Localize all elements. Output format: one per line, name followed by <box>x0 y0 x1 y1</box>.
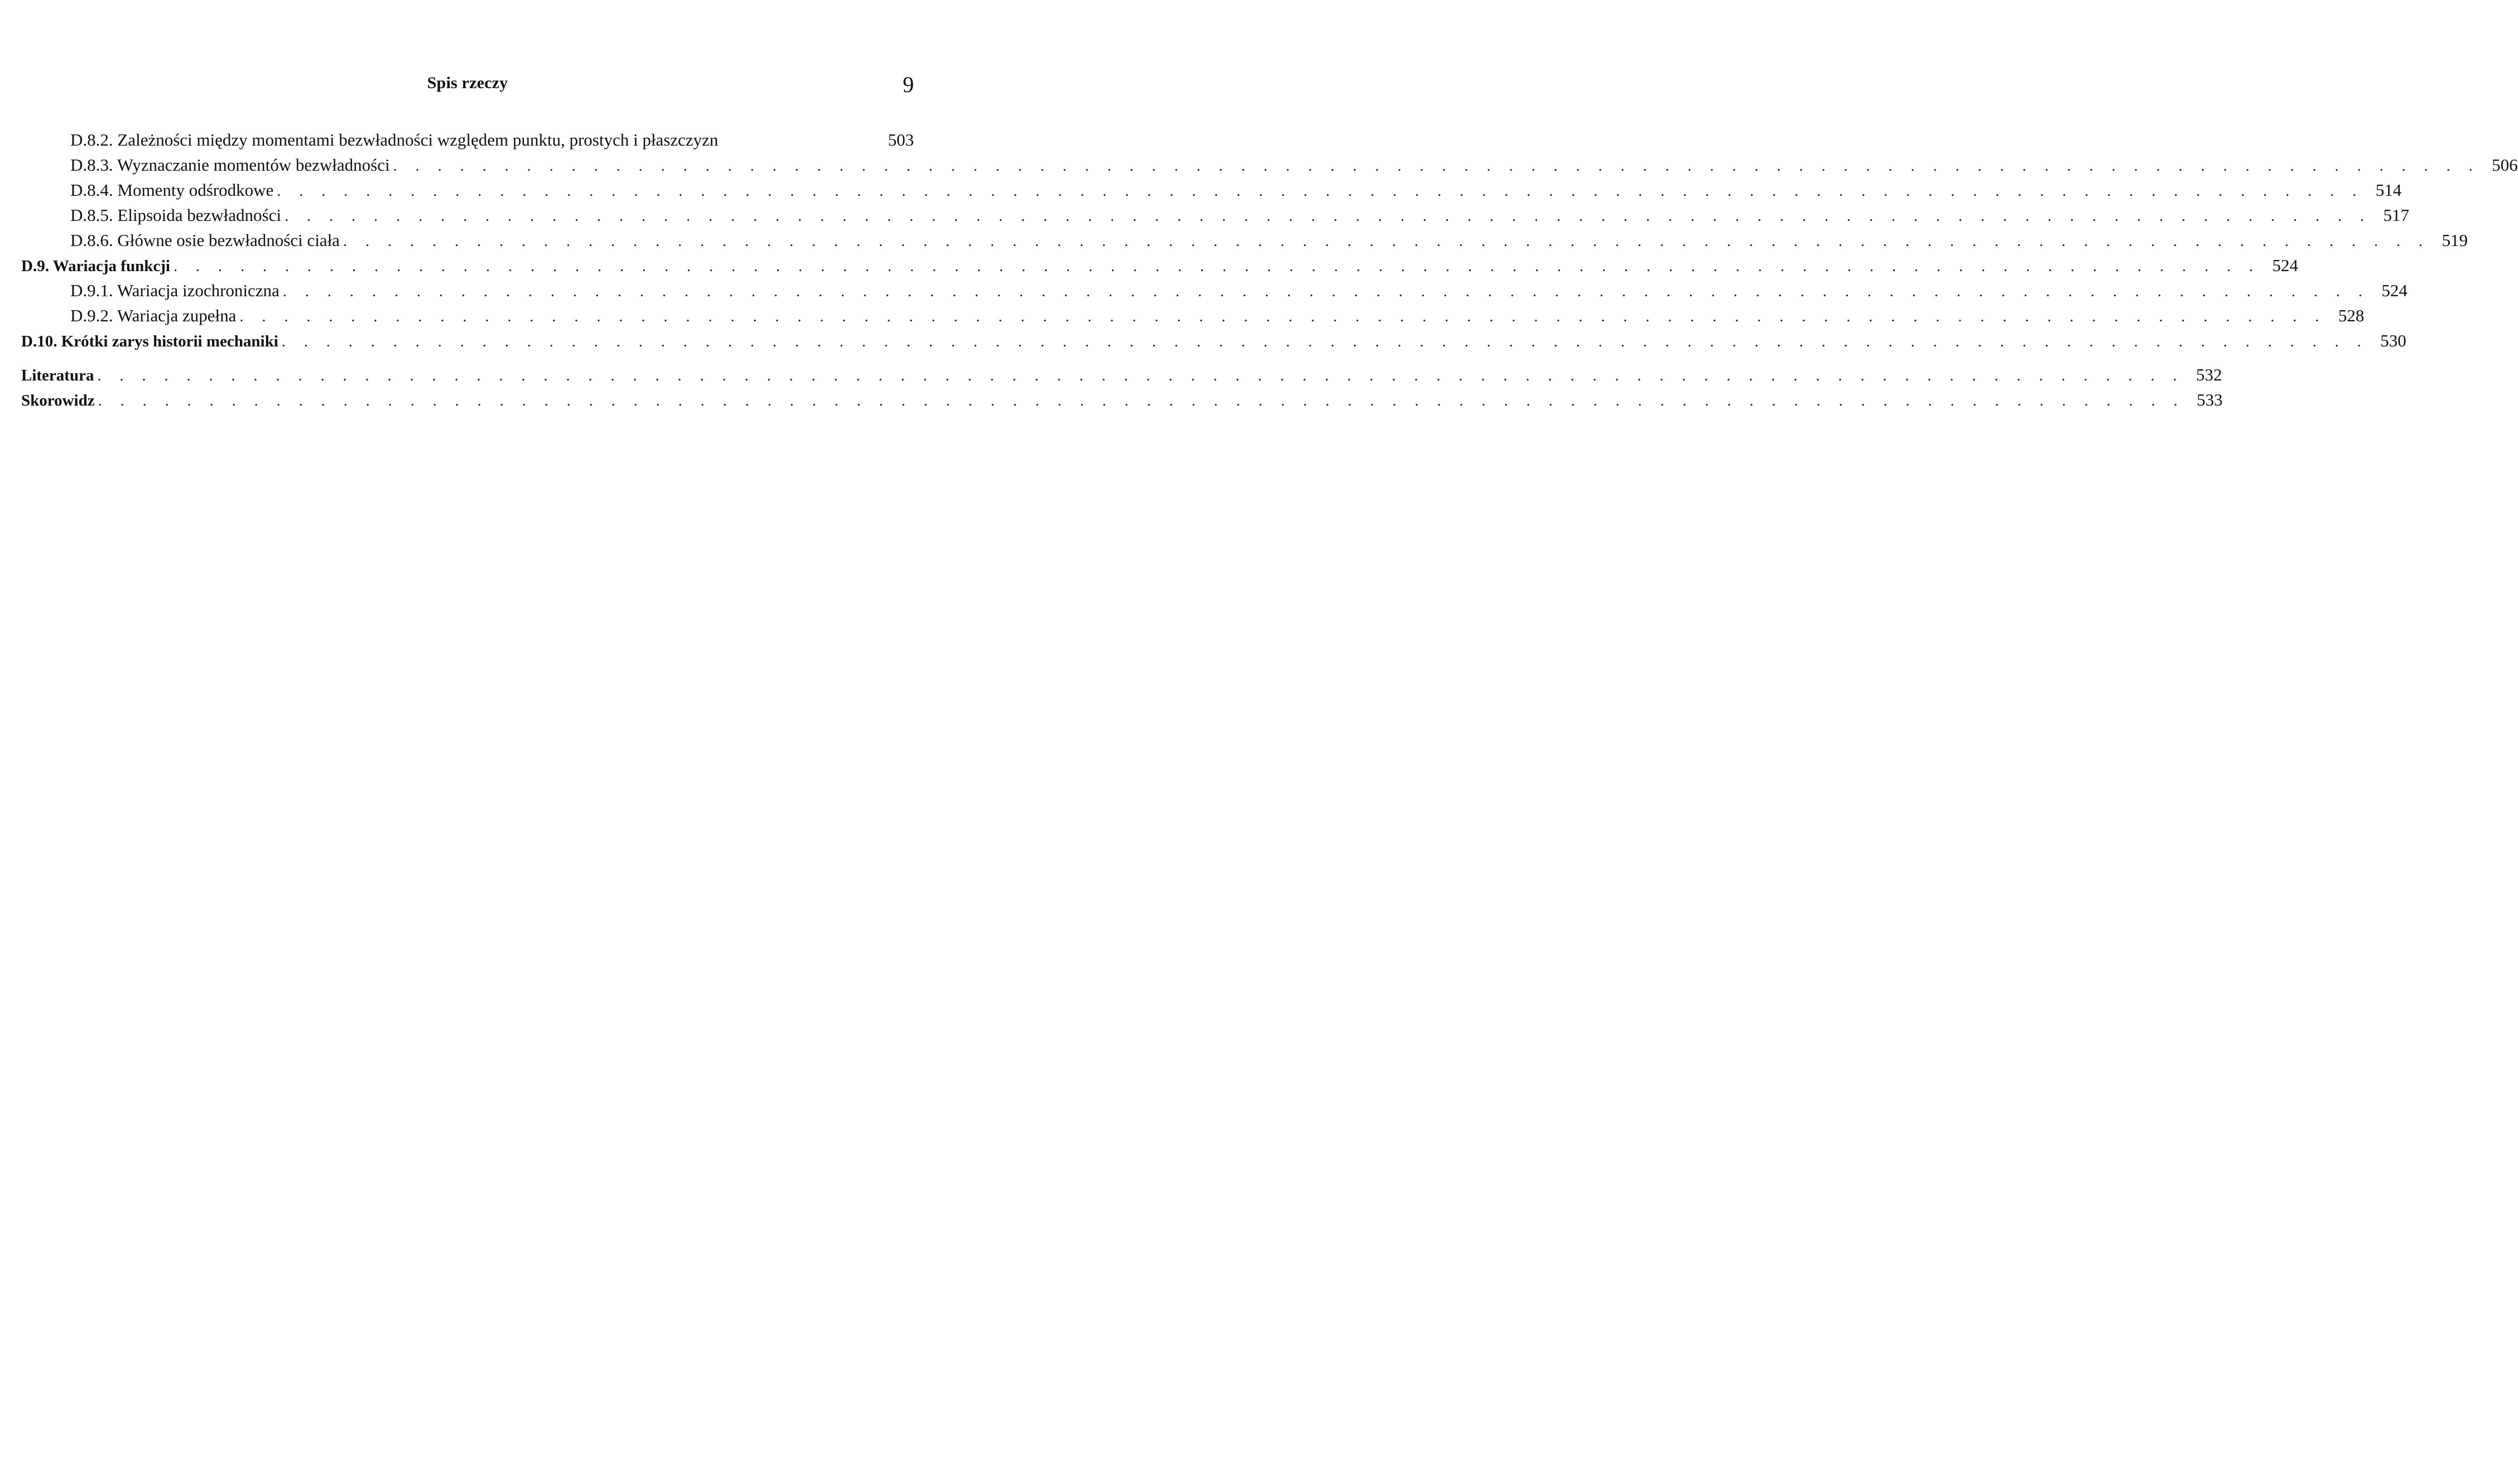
toc-entry-d-9 <box>21 253 2298 278</box>
toc-entry-number: D.10. <box>21 333 57 350</box>
toc-entry-d-9-2 <box>21 303 2365 328</box>
toc-entry-text: Wariacja izochroniczna <box>117 281 280 300</box>
toc-entry-d-8-5 <box>21 203 2409 228</box>
toc-entry-number: D.8.3. <box>70 155 113 175</box>
toc-entry-page: 532 <box>2196 365 2222 384</box>
running-header-title: Spis rzeczy <box>427 74 508 92</box>
toc-entry-page: 524 <box>2381 281 2408 300</box>
toc-entry-page: 533 <box>2197 390 2223 409</box>
toc-entry-number: D.9.1. <box>70 281 113 300</box>
toc-entry-number: D.8.5. <box>70 205 113 225</box>
toc-entry-d-10 <box>21 328 2406 353</box>
toc-entry-text: Wariacja zupełna <box>117 306 237 325</box>
toc-entry-d-8-3 <box>21 152 2518 177</box>
toc-leader-dots: . . . . . . . . . . . . . . . . . . . . . . . . . . . . . . . . . . . . . . . . . . . . . . . . . . . . . . . . . . . . . . . . . . . . . . . . . . . . . . . . . . . . . . . . . . . . . . <box>343 233 2430 250</box>
toc-entry-skorowidz <box>21 387 2223 412</box>
toc-entry-page: 503 <box>888 130 914 150</box>
toc-entry-page: 530 <box>2380 331 2406 350</box>
toc-leader-dots: . . . . . . . . . . . . . . . . . . . . . . . . . . . . . . . . . . . . . . . . . . . . . . . . . . . . . . . . . . . . . . . . . . . . . . . . . . . . . . . . . . . . . . . . . . . . . . <box>173 258 2260 275</box>
toc-entry-page: 514 <box>2375 180 2402 200</box>
toc-entry-page: 517 <box>2383 205 2409 225</box>
toc-entry-title <box>21 329 278 354</box>
toc-leader-dots: . . . . . . . . . . . . . . . . . . . . . . . . . . . . . . . . . . . . . . . . . . . . . . . . . . . . . . . . . . . . . . . . . . . . . . . . . . . . . . . . . . . . . . . . . . . . . . <box>282 283 2370 300</box>
toc-entry-page: 519 <box>2442 230 2468 250</box>
toc-entry-text: Główne osie bezwładności ciała <box>117 230 340 250</box>
toc-entry-title <box>70 152 390 177</box>
toc-entry-d-9-1 <box>21 278 2408 303</box>
toc-entry-text: Elipsoida bezwładności <box>117 205 281 225</box>
toc-entry-page: 528 <box>2338 306 2365 325</box>
toc-entry-text: Krótki zarys historii mechaniki <box>61 333 278 350</box>
toc-leader-dots: . . . . . . . . . . . . . . . . . . . . . . . . . . . . . . . . . . . . . . . . . . . . . . . . . . . . . . . . . . . . . . . . . . . . . . . . . . . . . . . . . . . . . . . . . . . . . . <box>284 208 2371 225</box>
toc-leader-dots: . . . . . . . . . . . . . . . . . . . . . . . . . . . . . . . . . . . . . . . . . . . . . . . . . . . . . . . . . . . . . . . . . . . . . . . . . . . . . . . . . . . . . . . . . . . . . . <box>393 157 2480 175</box>
toc-entry-number: D.8.2. <box>70 130 113 150</box>
toc-leader-dots: . . . . . . . . . . . . . . . . . . . . . . . . . . . . . . . . . . . . . . . . . . . . . . . . . . . . . . . . . . . . . . . . . . . . . . . . . . . . . . . . . . . . . . . . . . . . . . <box>281 333 2368 350</box>
toc-entry-d-8-6 <box>21 228 2468 253</box>
toc-entry-number: D.8.6. <box>70 230 113 250</box>
toc-entry-text: Skorowidz <box>21 392 95 409</box>
toc-entry-text: Zależności między momentami bezwładności względem punktu, prostych i płaszczyzn <box>117 130 719 150</box>
toc-entry-title <box>70 228 340 253</box>
toc-entry-title <box>70 303 236 328</box>
toc-entry-title <box>70 203 281 228</box>
toc-entry-title <box>70 278 280 303</box>
toc-entry-d-8-2 <box>21 127 914 152</box>
toc-section-gap <box>21 353 914 362</box>
running-header <box>21 71 914 99</box>
toc-leader-dots: . . . . . . . . . . . . . . . . . . . . . . . . . . . . . . . . . . . . . . . . . . . . . . . . . . . . . . . . . . . . . . . . . . . . . . . . . . . . . . . . . . . . . . . . . . . . . . <box>239 308 2327 325</box>
toc-entry-title <box>70 127 718 152</box>
toc-leader-dots: . . . . . . . . . . . . . . . . . . . . . . . . . . . . . . . . . . . . . . . . . . . . . . . . . . . . . . . . . . . . . . . . . . . . . . . . . . . . . . . . . . . . . . . . . . . . . . <box>98 392 2185 409</box>
toc-entry-text: Momenty odśrodkowe <box>117 180 274 200</box>
toc-leader-dots: . . . . . . . . . . . . . . . . . . . . . . . . . . . . . . . . . . . . . . . . . . . . . . . . . . . . . . . . . . . . . . . . . . . . . . . . . . . . . . . . . . . . . . . . . . . . . . <box>277 182 2364 200</box>
toc-entry-page: 506 <box>2492 155 2518 175</box>
table-of-contents <box>21 127 2518 412</box>
toc-entry-number: D.9.2. <box>70 306 113 325</box>
toc-entry-text: Literatura <box>21 367 94 384</box>
toc-entry-title <box>70 177 273 203</box>
page-number: 9 <box>903 72 914 97</box>
toc-entry-text: Wyznaczanie momentów bezwładności <box>117 155 390 175</box>
toc-entry-title <box>21 254 170 279</box>
toc-entry-number: D.8.4. <box>70 180 113 200</box>
toc-leader-dots: . . . . . . . . . . . . . . . . . . . . . . . . . . . . . . . . . . . . . . . . . . . . . . . . . . . . . . . . . . . . . . . . . . . . . . . . . . . . . . . . . . . . . . . . . . . . . . <box>97 367 2184 384</box>
toc-entry-text: Wariacja funkcji <box>52 257 170 275</box>
toc-entry-literatura <box>21 362 2222 387</box>
toc-entry-number: D.9. <box>21 257 49 275</box>
toc-entry-page: 524 <box>2272 256 2298 275</box>
toc-entry-d-8-4 <box>21 177 2402 203</box>
